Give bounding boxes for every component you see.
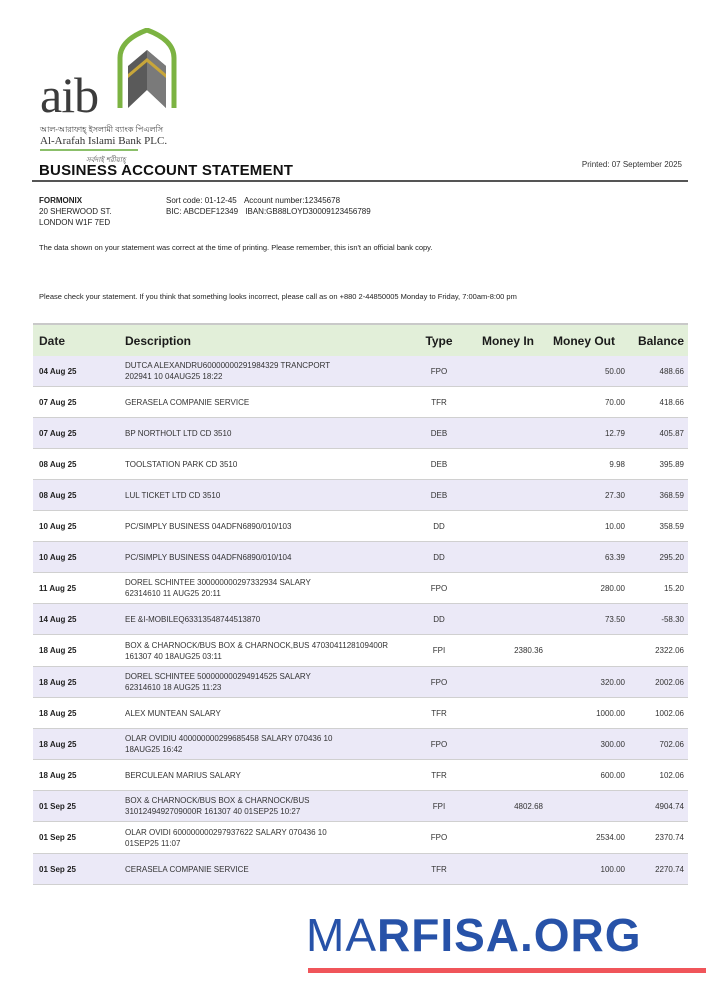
cell-type: DD bbox=[433, 552, 445, 562]
cell-type: DD bbox=[433, 521, 445, 531]
cell-money-out: 50.00 bbox=[604, 366, 625, 376]
description-line-2: 161307 40 18AUG25 03:11 bbox=[125, 651, 222, 661]
cell-balance: 418.66 bbox=[659, 397, 684, 407]
cell-money-in: 2380.36 bbox=[514, 646, 543, 655]
cell-balance: 488.66 bbox=[659, 366, 684, 376]
table-row bbox=[33, 667, 688, 698]
iban: IBAN:GB88LOYD30009123456789 bbox=[245, 207, 371, 216]
cell-balance: 358.59 bbox=[659, 521, 684, 531]
cell-type: FPO bbox=[430, 739, 448, 749]
watermark-underline bbox=[308, 968, 706, 973]
table-row bbox=[33, 418, 688, 449]
description-line-1: BOX & CHARNOCK/BUS BOX & CHARNOCK/BUS bbox=[125, 796, 310, 805]
cell-money-out: 63.39 bbox=[604, 552, 625, 562]
cell-date: 11 Aug 25 bbox=[39, 583, 77, 593]
cell-money-out: 2534.00 bbox=[596, 833, 625, 842]
table-header bbox=[33, 323, 688, 356]
cell-type: FPO bbox=[430, 677, 448, 687]
cell-date: 04 Aug 25 bbox=[39, 366, 77, 376]
account-details bbox=[166, 195, 371, 217]
customer-address bbox=[39, 195, 112, 228]
description-line-2: 62314610 18 AUG25 11:23 bbox=[125, 683, 222, 692]
bank-logo bbox=[38, 28, 188, 164]
cell-balance: 368.59 bbox=[659, 490, 684, 500]
cell-balance: 405.87 bbox=[659, 428, 684, 438]
cell-date: 07 Aug 25 bbox=[39, 428, 77, 438]
cell-money-out: 9.98 bbox=[609, 459, 625, 469]
description-line-1: PC/SIMPLY BUSINESS 04ADFN6890/010/104 bbox=[125, 552, 292, 562]
printed-date: Printed: 07 September 2025 bbox=[581, 160, 682, 169]
cell-description bbox=[125, 521, 405, 532]
cell-money-out: 73.50 bbox=[604, 614, 625, 624]
cell-money-out: 320.00 bbox=[600, 677, 625, 687]
cell-type: TFR bbox=[431, 864, 447, 874]
description-line-2: 202941 10 04AUG25 18:22 bbox=[125, 372, 223, 381]
watermark-text: MARFISA.ORG bbox=[306, 909, 642, 961]
table-row bbox=[33, 635, 688, 667]
cell-type: FPO bbox=[430, 366, 448, 376]
contact-note: Please check your statement. If you think that something looks incorrect, please call as on +880 2-44850005 Monday to Friday, 7:00am-8:00 pm bbox=[39, 292, 517, 301]
cell-date: 18 Aug 25 bbox=[39, 646, 77, 655]
cell-balance: 395.89 bbox=[659, 459, 684, 469]
title-divider bbox=[32, 180, 688, 182]
sort-code: Sort code: 01-12-45 bbox=[166, 196, 237, 205]
cell-date: 18 Aug 25 bbox=[39, 677, 77, 687]
address-line-2: LONDON W1F 7ED bbox=[39, 218, 111, 227]
cell-description bbox=[125, 671, 405, 693]
table-row bbox=[33, 387, 688, 418]
bank-name-bengali: আল-আরাফাহ্ ইসলামী ব্যাংক পিএলসি bbox=[40, 125, 163, 134]
description-line-1: ALEX MUNTEAN SALARY bbox=[125, 708, 221, 718]
kaaba-arch-icon bbox=[116, 28, 178, 108]
cell-money-out: 70.00 bbox=[604, 397, 625, 407]
cell-description bbox=[125, 360, 405, 382]
cell-date: 18 Aug 25 bbox=[39, 739, 77, 749]
table-row bbox=[33, 822, 688, 854]
cell-money-in: 4802.68 bbox=[514, 801, 543, 811]
company-name: FORMONIX bbox=[39, 196, 83, 205]
table-row bbox=[33, 760, 688, 791]
logo-divider bbox=[40, 149, 138, 151]
cell-type: FPO bbox=[430, 833, 448, 842]
cell-balance: 15.20 bbox=[663, 583, 684, 593]
cell-description bbox=[125, 640, 405, 662]
cell-description bbox=[125, 552, 405, 563]
table-row bbox=[33, 356, 688, 387]
cell-type: DD bbox=[433, 614, 445, 624]
cell-money-out: 600.00 bbox=[600, 770, 625, 780]
logo-wordmark: aib bbox=[40, 67, 99, 123]
cell-type: TFR bbox=[431, 770, 447, 780]
cell-type: FPI bbox=[432, 646, 446, 655]
description-line-1: DUTCA ALEXANDRU60000000291984329 TRANCPORT bbox=[125, 361, 331, 370]
table-body bbox=[33, 356, 688, 885]
cell-description bbox=[125, 614, 405, 625]
cell-date: 18 Aug 25 bbox=[39, 708, 77, 718]
header-money-out: Money Out bbox=[553, 333, 615, 348]
cell-money-out: 280.00 bbox=[600, 583, 625, 593]
description-line-1: TOOLSTATION PARK CD 3510 bbox=[125, 459, 238, 469]
cell-date: 08 Aug 25 bbox=[39, 459, 77, 469]
table-row bbox=[33, 854, 688, 885]
description-line-2: 62314610 11 AUG25 20:11 bbox=[125, 589, 221, 598]
description-line-2: 18AUG25 16:42 bbox=[125, 745, 183, 754]
cell-date: 10 Aug 25 bbox=[39, 552, 77, 562]
header-money-in: Money In bbox=[481, 333, 534, 348]
table-row bbox=[33, 791, 688, 822]
cell-date: 10 Aug 25 bbox=[39, 521, 77, 531]
cell-type: FPO bbox=[430, 583, 448, 593]
cell-balance: 2002.06 bbox=[655, 677, 684, 687]
cell-money-out: 1000.00 bbox=[596, 708, 625, 718]
description-line-1: DOREL SCHINTEE 300000000297332934 SALARY bbox=[125, 578, 311, 587]
cell-description bbox=[125, 459, 405, 470]
transactions-table bbox=[33, 323, 688, 885]
cell-type: FPI bbox=[432, 801, 446, 811]
table-row bbox=[33, 449, 688, 480]
description-line-2: 01SEP25 11:07 bbox=[125, 838, 181, 848]
cell-type: TFR bbox=[431, 708, 447, 718]
cell-money-out: 27.30 bbox=[604, 490, 625, 500]
cell-type: DEB bbox=[430, 459, 448, 469]
header-date: Date bbox=[39, 333, 66, 348]
cell-description bbox=[125, 795, 405, 817]
disclaimer-note: The data shown on your statement was correct at the time of printing. Please remember, this isn't an official bank copy. bbox=[39, 243, 433, 252]
description-line-1: BERCULEAN MARIUS SALARY bbox=[125, 770, 241, 780]
cell-balance: 2370.74 bbox=[655, 833, 684, 842]
table-row bbox=[33, 480, 688, 511]
cell-description bbox=[125, 770, 405, 781]
bank-tagline: সর্বদাই শরীয়াহ্ bbox=[86, 157, 126, 164]
cell-date: 07 Aug 25 bbox=[39, 397, 77, 407]
table-row bbox=[33, 698, 688, 729]
cell-type: DEB bbox=[430, 428, 448, 438]
cell-balance: 295.20 bbox=[659, 552, 684, 562]
address-line-1: 20 SHERWOOD ST. bbox=[39, 207, 112, 216]
cell-balance: 702.06 bbox=[659, 739, 684, 749]
cell-description bbox=[125, 864, 405, 875]
table-row bbox=[33, 573, 688, 604]
description-line-1: PC/SIMPLY BUSINESS 04ADFN6890/010/103 bbox=[125, 521, 292, 531]
cell-date: 18 Aug 25 bbox=[39, 770, 77, 780]
cell-money-out: 300.00 bbox=[600, 739, 625, 749]
description-line-2: 3101249492709000R 161307 40 01SEP25 10:27 bbox=[125, 807, 301, 816]
cell-balance: 2270.74 bbox=[655, 864, 684, 874]
description-line-1: GERASELA COMPANIE SERVICE bbox=[125, 397, 250, 407]
cell-description bbox=[125, 827, 405, 849]
cell-description bbox=[125, 428, 405, 439]
cell-date: 14 Aug 25 bbox=[39, 614, 77, 624]
cell-description bbox=[125, 733, 405, 755]
cell-balance: 4904.74 bbox=[655, 801, 684, 811]
table-row bbox=[33, 511, 688, 542]
page-title: BUSINESS ACCOUNT STATEMENT bbox=[39, 162, 294, 179]
header-description: Description bbox=[125, 333, 192, 348]
cell-type: DEB bbox=[430, 490, 448, 500]
cell-date: 01 Sep 25 bbox=[39, 833, 76, 842]
table-row bbox=[33, 729, 688, 760]
cell-date: 08 Aug 25 bbox=[39, 490, 77, 500]
cell-description bbox=[125, 490, 405, 501]
cell-balance: 2322.06 bbox=[655, 646, 684, 655]
cell-money-out: 100.00 bbox=[600, 864, 625, 874]
description-line-1: OLAR OVIDIU 400000000299685458 SALARY 070436 10 bbox=[125, 734, 333, 743]
description-line-1: EE &I-MOBILEQ63313548744513870 bbox=[125, 614, 261, 624]
cell-date: 01 Sep 25 bbox=[39, 864, 76, 874]
header-type: Type bbox=[425, 333, 453, 348]
cell-balance: 1002.06 bbox=[655, 708, 684, 718]
header-balance: Balance bbox=[637, 333, 684, 348]
description-line-1: LUL TICKET LTD CD 3510 bbox=[125, 490, 221, 500]
description-line-1: BOX & CHARNOCK/BUS BOX & CHARNOCK,BUS 4703041128109400R bbox=[125, 640, 389, 650]
cell-description bbox=[125, 397, 405, 408]
description-line-1: OLAR OVIDI 600000000297937622 SALARY 070436 10 bbox=[125, 827, 327, 837]
table-row bbox=[33, 542, 688, 573]
description-line-1: DOREL SCHINTEE 500000000294914525 SALARY bbox=[125, 672, 311, 681]
cell-date: 01 Sep 25 bbox=[39, 801, 76, 811]
description-line-1: CERASELA COMPANIE SERVICE bbox=[125, 864, 249, 874]
cell-balance: 102.06 bbox=[659, 770, 684, 780]
account-number: Account number:12345678 bbox=[243, 196, 341, 205]
table-row bbox=[33, 604, 688, 635]
cell-balance: -58.30 bbox=[661, 614, 684, 624]
cell-description bbox=[125, 708, 405, 719]
cell-description bbox=[125, 577, 405, 599]
bic-code: BIC: ABCDEF12349 bbox=[166, 207, 239, 216]
cell-money-out: 10.00 bbox=[604, 521, 625, 531]
bank-name-english: Al-Arafah Islami Bank PLC. bbox=[40, 135, 168, 147]
cell-type: TFR bbox=[431, 397, 447, 407]
cell-money-out: 12.79 bbox=[604, 428, 625, 438]
description-line-1: BP NORTHOLT LTD CD 3510 bbox=[125, 428, 232, 438]
